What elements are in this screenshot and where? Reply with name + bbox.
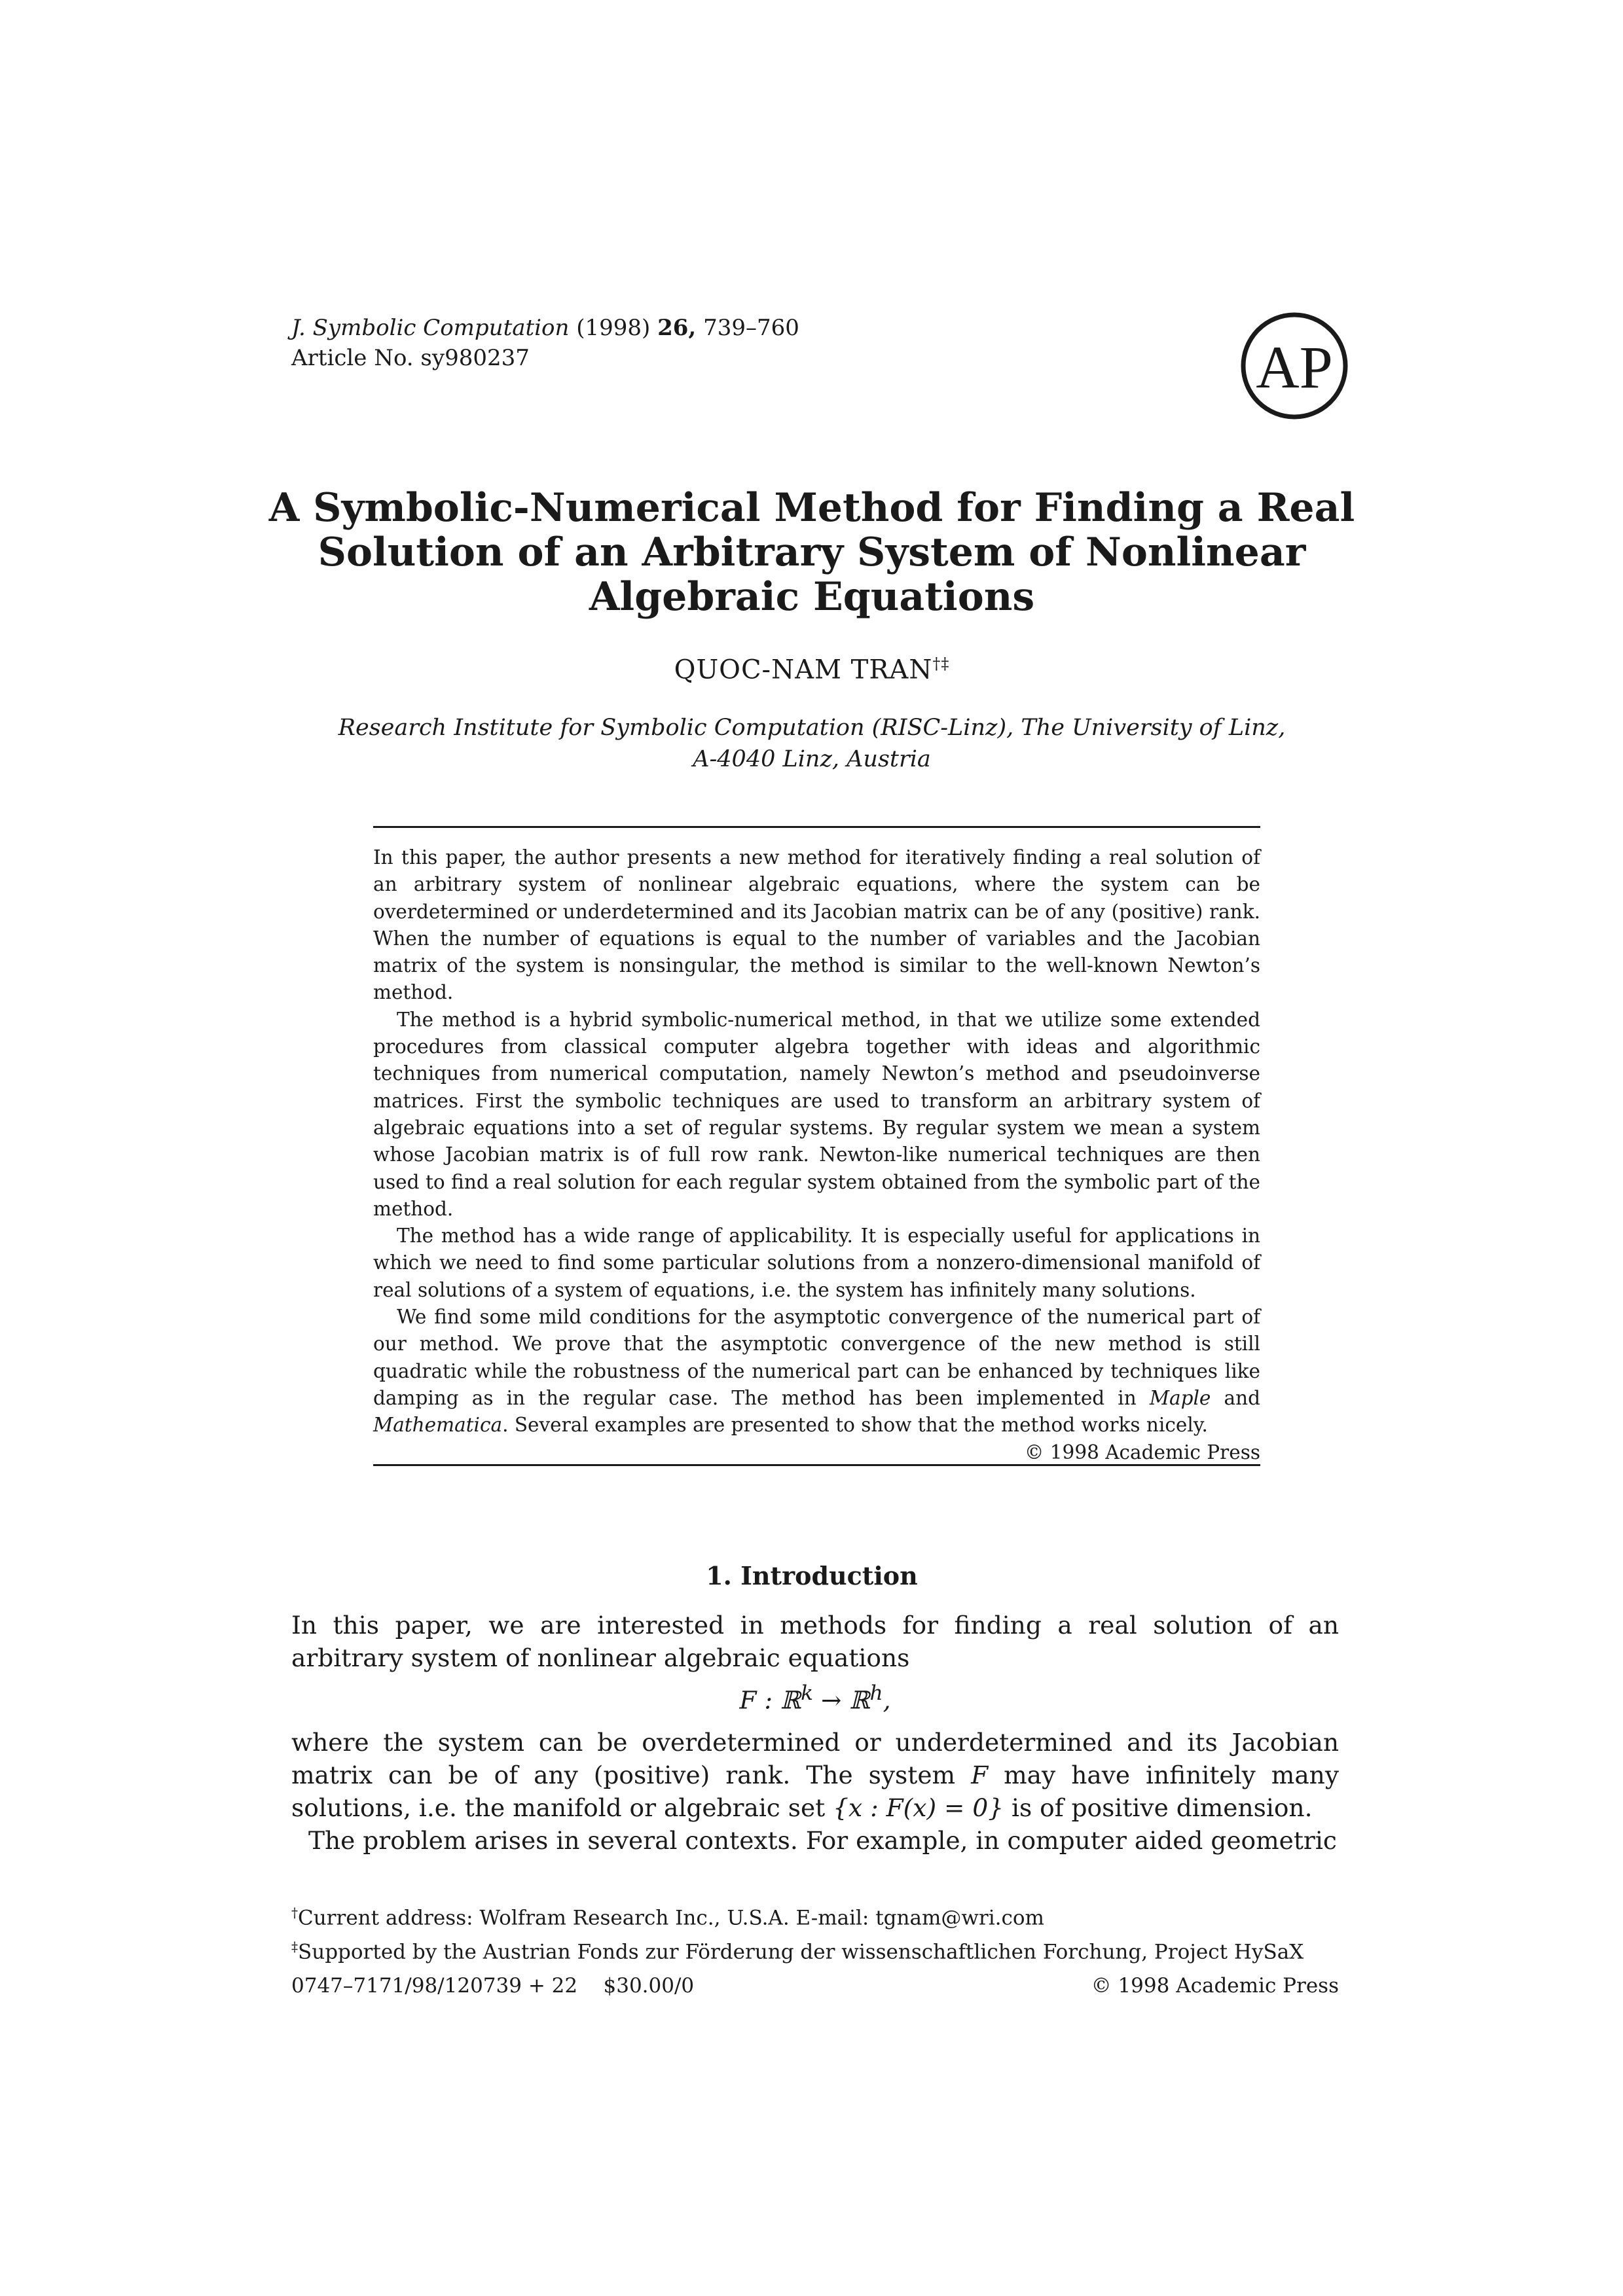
footnote-1: [291, 1898, 1339, 1932]
eq-k: k: [801, 1681, 814, 1705]
body-paragraph-3: The problem arises in several contexts. For example, in computer aided geometric: [308, 1825, 1337, 1855]
abstract-p4-and: and: [1224, 1386, 1260, 1409]
footnote-2-text: Supported by the Austrian Fonds zur Förderung der wissenschaftlichen Forchung, Project HySaX: [298, 1940, 1304, 1964]
journal-volume: 26,: [657, 315, 697, 341]
para2-b: may have infinitely many solutions, i.e. the manifold or algebraic set: [291, 1760, 1340, 1822]
abstract-paragraph-2: The method is a hybrid symbolic-numerical method, in that we utilize some extended procedures from classical computer algebra together with ideas and algorithmic techniques from numerical computation, namely Newton’s method and pseudoinverse matrices. First the symbolic techniques are used to transform an arbitrary system of algebraic equations into a set of regular systems. By regular system we mean a system whose Jacobian matrix is of full row rank. Newton-like numerical techniques are then used to find a real solution for each regular system obtained from the symbolic part of the method.: [373, 1008, 1260, 1220]
footnote-1-mark: †: [291, 1905, 298, 1920]
footnotes: [291, 1898, 1339, 1967]
author-name: QUOC-NAM TRAN: [674, 655, 933, 685]
section-heading: 1. Introduction: [706, 1561, 918, 1590]
para2-F: F: [971, 1760, 989, 1789]
abstract-p4-end: . Several examples are presented to show that the method works nicely.: [502, 1414, 1208, 1437]
footnote-1-text: Current address: Wolfram Research Inc., U.S.A. E-mail: tgnam@wri.com: [298, 1906, 1044, 1930]
eq-tail: ,: [883, 1685, 891, 1715]
footer-copyright: © 1998 Academic Press: [1091, 1974, 1339, 1998]
abstract: [373, 844, 1260, 1466]
display-equation: [291, 1677, 1339, 1717]
footnote-2: [291, 1932, 1339, 1966]
eq-arrow: → ℝ: [813, 1685, 870, 1715]
affiliation-line-1: Research Institute for Symbolic Computation (RISC-Linz), The University of Linz,: [338, 715, 1286, 741]
page-footer: [291, 1974, 1339, 1998]
footer-code: 0747–7171/98/120739 + 22 $30.00/0: [291, 1974, 695, 1998]
author: [196, 655, 1427, 685]
article-number: Article No. sy980237: [291, 345, 530, 371]
body-paragraph-2: [291, 1726, 1339, 1824]
title-line-3: Algebraic Equations: [589, 574, 1035, 620]
publisher-logo: [1239, 310, 1350, 422]
footnote-2-mark: ‡: [291, 1939, 298, 1955]
abstract-top-rule: [373, 826, 1260, 828]
abstract-copyright: © 1998 Academic Press: [1024, 1441, 1260, 1463]
abstract-paragraph-1: In this paper, the author presents a new method for iteratively finding a real solution of an arbitrary system of nonlinear algebraic equations, where the system can be overdetermined or underdetermined and its Jacobian matrix can be of any (positive) rank. When the number of equations is equal to the number of variables and the Jacobian matrix of the system is nonsingular, the method is similar to the well-known Newton’s method.: [373, 846, 1260, 1004]
para2-set: {x : F(x) = 0}: [833, 1793, 1004, 1822]
journal-header: [291, 313, 799, 373]
abstract-paragraph-4: [373, 1304, 1260, 1439]
body-text: [291, 1609, 1339, 1857]
publisher-logo-text: AP: [1256, 334, 1333, 401]
affiliation: [196, 712, 1427, 775]
eq-h: h: [869, 1681, 883, 1705]
body-paragraph-1: In this paper, we are interested in methods for finding a real solution of an arbitrary system of nonlinear algebraic equations: [291, 1611, 1339, 1672]
abstract-p4-text: We find some mild conditions for the asymptotic convergence of the numerical part of our method. We prove that the asymptotic convergence of the new method is still quadratic while the robustness of the numerical part can be enhanced by techniques like damping as in the regular case. The method has been implemented in: [373, 1306, 1260, 1409]
paper-title: [196, 486, 1427, 619]
title-line-2: Solution of an Arbitrary System of Nonlinear: [318, 529, 1306, 575]
journal-name: J. Symbolic Computation: [291, 315, 570, 341]
abstract-paragraph-3: The method has a wide range of applicability. It is especially useful for applications in which we need to find some particular solutions from a nonzero-dimensional manifold of real solutions of a system of equations, i.e. the system has infinitely many solutions.: [373, 1225, 1260, 1301]
para2-c: is of positive dimension.: [1011, 1793, 1313, 1822]
journal-year: (1998): [576, 315, 651, 341]
maple-name: Maple: [1149, 1386, 1211, 1409]
title-line-1: A Symbolic-Numerical Method for Finding a Real: [268, 485, 1355, 531]
journal-pages: 739–760: [703, 315, 799, 341]
abstract-bottom-rule: [373, 1464, 1260, 1466]
affiliation-line-2: A-4040 Linz, Austria: [693, 746, 931, 772]
eq-left: F : ℝ: [739, 1685, 801, 1715]
author-footnote-marks: †‡: [932, 655, 950, 673]
para2-a: where the system can be overdetermined or underdetermined and its Jacobian matrix can be of any (positive) rank. The system: [291, 1727, 1339, 1789]
mathematica-name: Mathematica: [373, 1414, 503, 1437]
journal-citation: [291, 313, 799, 343]
